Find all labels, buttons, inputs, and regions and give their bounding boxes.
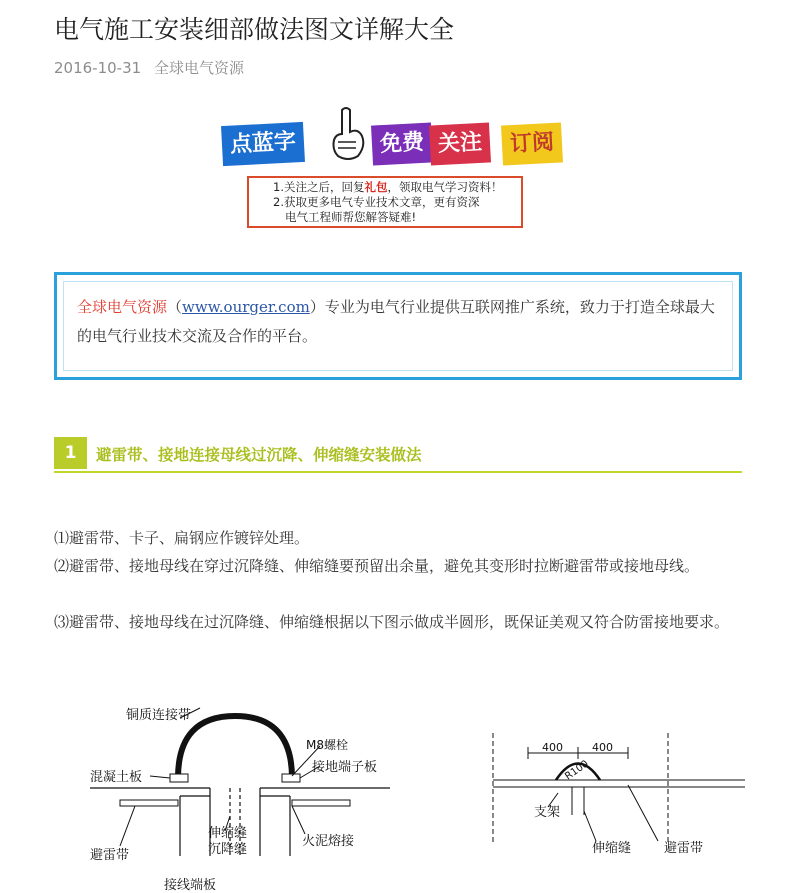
banner-line1-post: ，领取电气学习资料！ <box>387 180 503 194</box>
label-fire-weld: 火泥熔接 <box>302 834 355 849</box>
article-meta <box>54 57 252 78</box>
intro-url-link[interactable]: www.ourger.com <box>182 298 310 316</box>
intro-body: ）专业为电气行业提供互联网推广系统，致力于打造全球最大的电气行业技术交流及合作的平台。 <box>77 298 715 345</box>
banner-line2: 2.获取更多电气专业技术文章，更有资深 <box>273 195 480 209</box>
banner-line1-key: 礼包 <box>364 180 388 194</box>
label-dim-1: 400 <box>542 741 563 754</box>
label-settlement-joint: 沉降缝 <box>208 842 248 857</box>
label-concrete-slab: 混凝土板 <box>90 770 143 785</box>
article-date: 2016-10-31 <box>54 59 142 77</box>
label-expansion-joint-right: 伸缩缝 <box>592 841 632 856</box>
paragraph-1: ⑴避雷带、卡子、扁钢应作镀锌处理。 <box>54 529 310 547</box>
paragraph-2: ⑵避雷带、接地母线在穿过沉降缝、伸缩缝要预留出余量，避免其变形时拉断避雷带或接地母线。 <box>54 557 700 575</box>
label-terminal-plate: 接地端子板 <box>312 760 378 775</box>
label-lightning-strip-right: 避雷带 <box>664 841 704 856</box>
article-source[interactable]: 全球电气资源 <box>153 59 244 77</box>
intro-brand[interactable]: 全球电气资源 <box>77 298 168 316</box>
banner-note <box>247 176 523 228</box>
label-expansion-joint: 伸缩缝 <box>208 826 248 841</box>
label-bolt: M8螺栓 <box>306 738 348 752</box>
diagram-right <box>488 725 750 875</box>
intro-open: （ <box>167 298 183 316</box>
banner-pill-purple: 免费 <box>371 122 433 165</box>
section-title: 避雷带、接地连接母线过沉降、伸缩缝安装做法 <box>96 446 422 464</box>
intro-text <box>77 293 721 351</box>
article-title: 电气施工安装细部做法图文详解大全 <box>54 15 455 44</box>
diagram-left <box>80 696 410 893</box>
follow-banner[interactable] <box>220 106 576 232</box>
label-radius: R100 <box>563 758 591 783</box>
label-bracket: 支架 <box>534 805 561 820</box>
label-copper-strap: 铜质连接带 <box>126 708 192 723</box>
banner-pill-red: 关注 <box>429 122 491 165</box>
banner-pill-yellow: 订阅 <box>501 122 563 165</box>
label-bottom-cut: 接线端板 <box>164 878 217 893</box>
section-number: 1 <box>54 437 87 469</box>
section-heading <box>54 437 742 473</box>
intro-box <box>54 272 742 380</box>
pointing-hand-icon <box>328 106 368 164</box>
banner-line1-pre: 1.关注之后，回复 <box>273 180 365 194</box>
banner-line3: 电气工程师帮您解答疑难! <box>285 210 417 224</box>
label-dim-2: 400 <box>592 741 613 754</box>
label-lightning-strip: 避雷带 <box>90 848 130 863</box>
banner-pill-blue: 点蓝字 <box>221 122 305 166</box>
paragraph-3: ⑶避雷带、接地母线在过沉降缝、伸缩缝根据以下图示做成半圆形，既保证美观又符合防雷接地要求。 <box>54 613 730 631</box>
